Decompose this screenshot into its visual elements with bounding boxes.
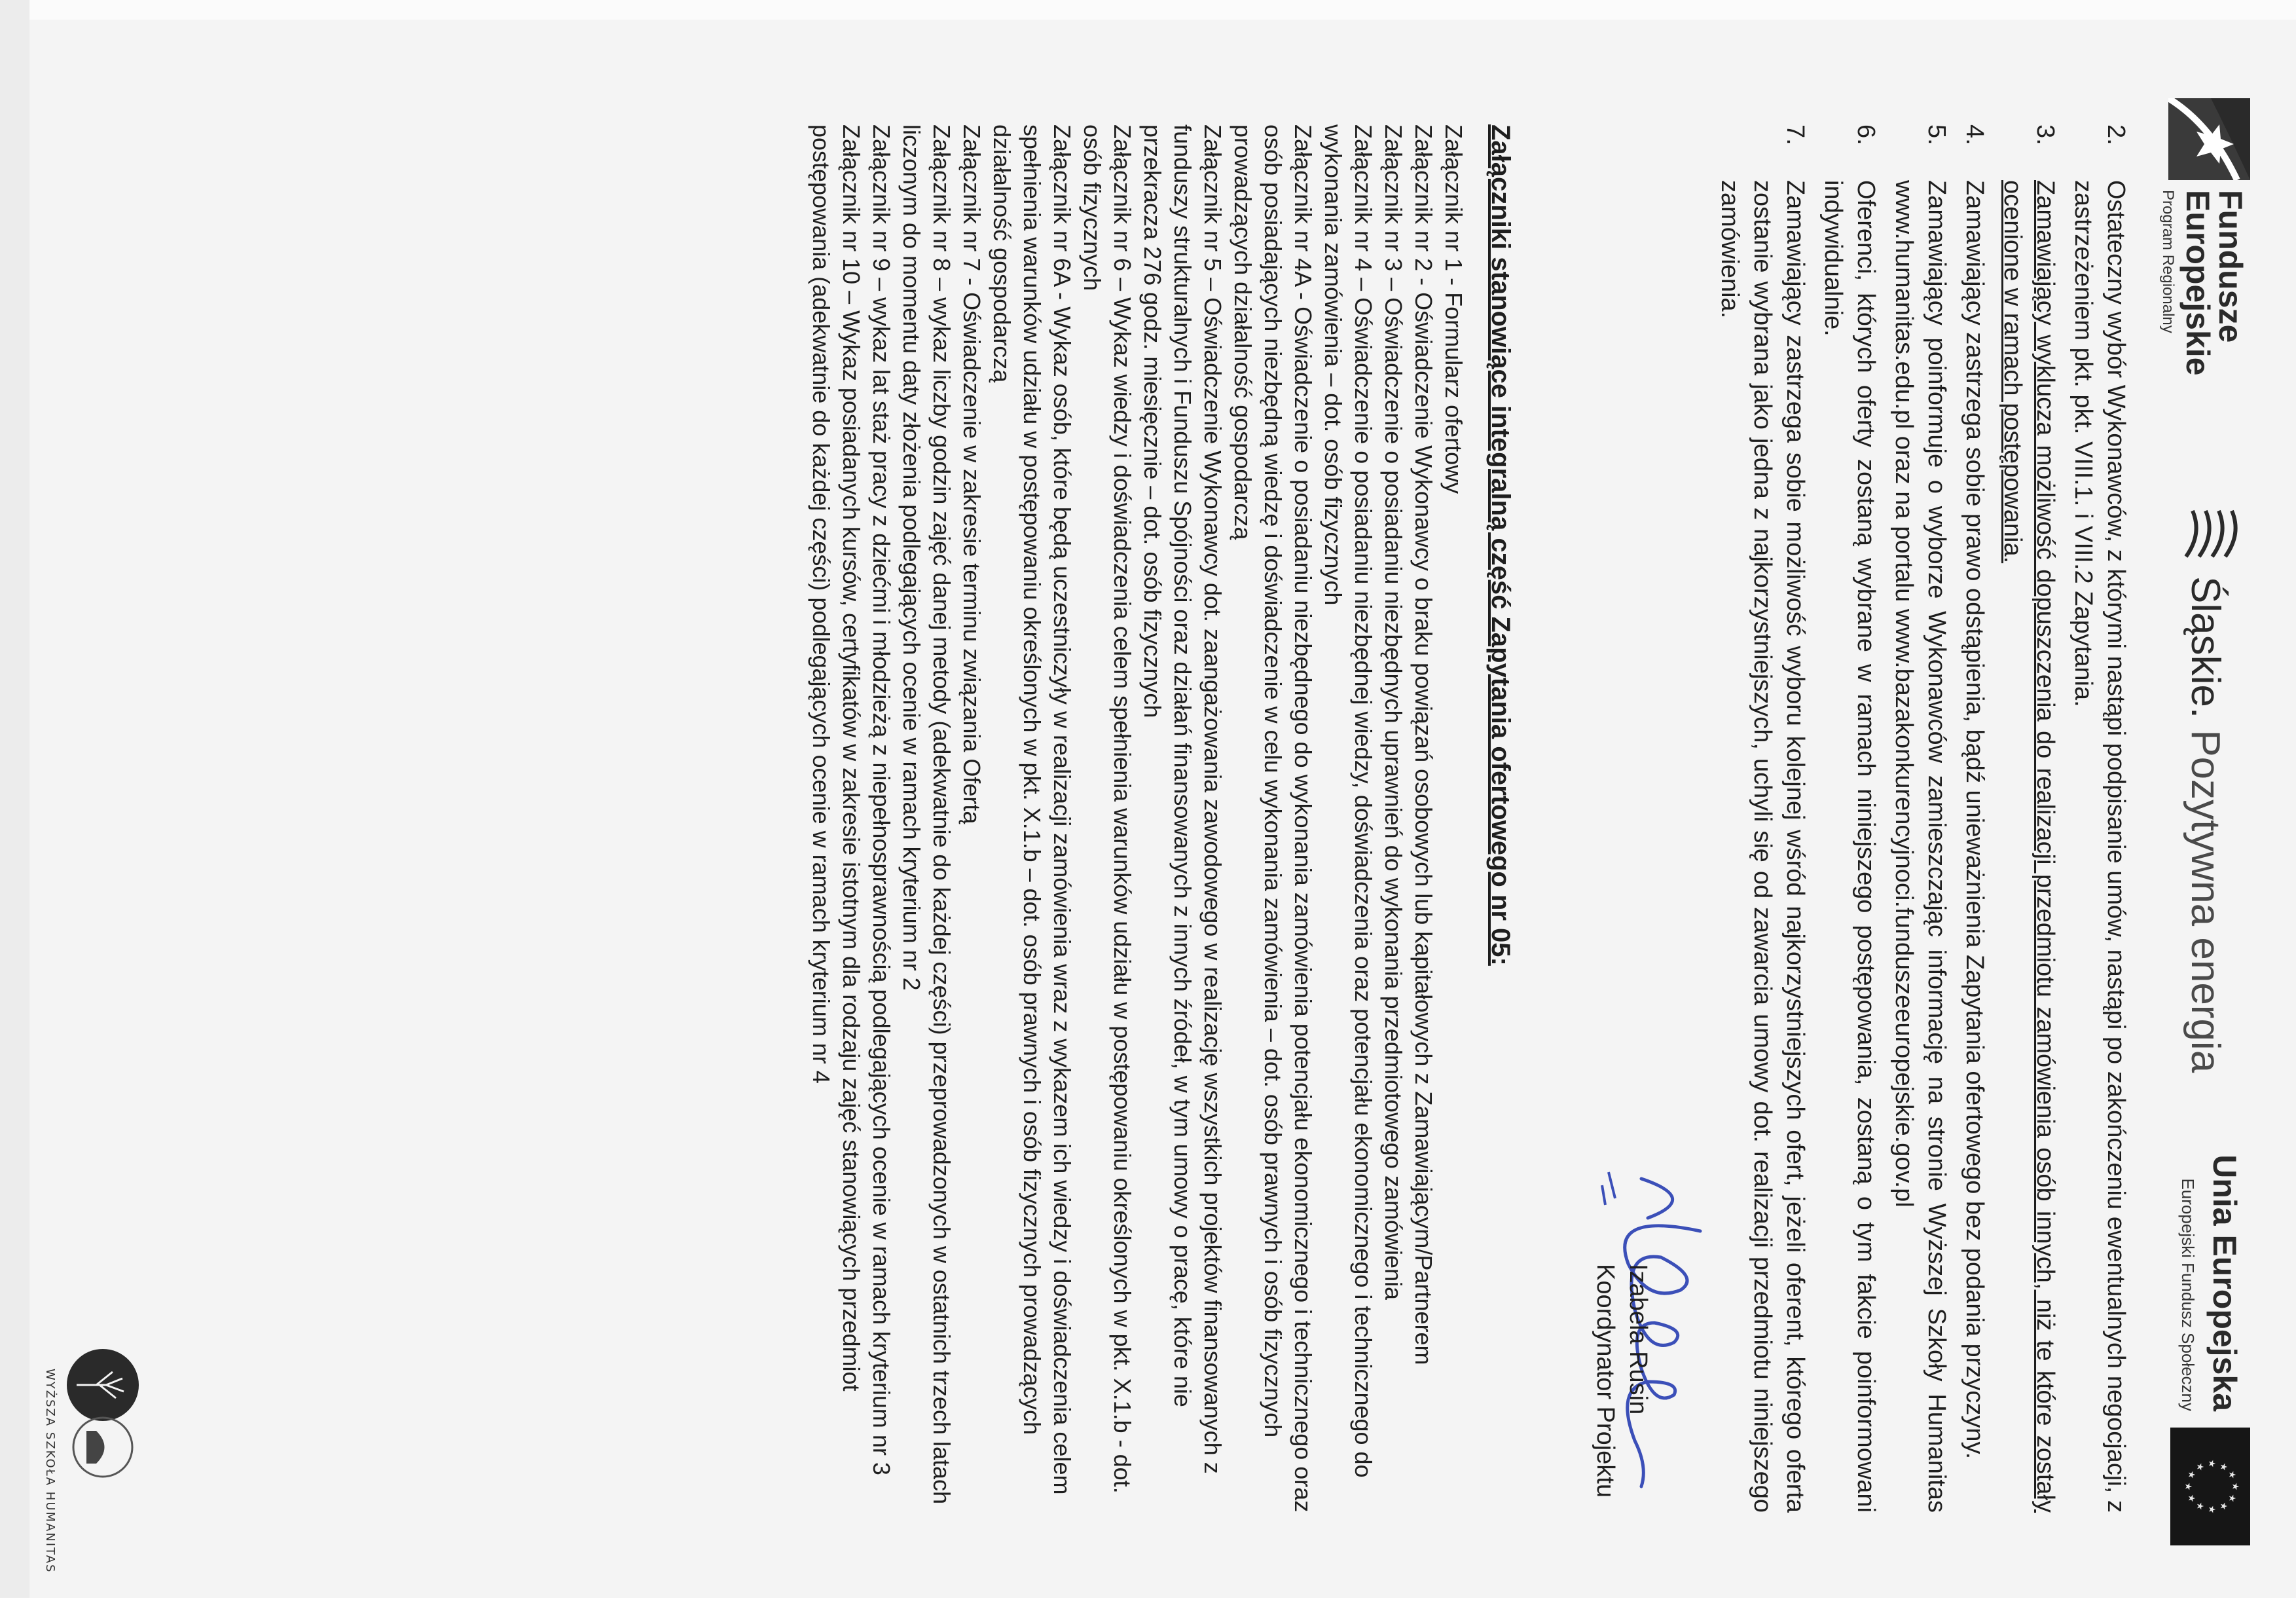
attachment-line: Załącznik nr 6A - Wykaz osób, które będą uczestniczyły w realizacji zamówienia wraz z wykazem ich wiedzy i doświadczenia celem spełnienia warunków udziału w postępowaniu określonych w pkt. X.1.b – dot. osób prawnych i osób fizycznych prowadzących działalność gospodarczą: [989, 124, 1076, 1495]
attachment-line: Załącznik nr 6 – Wykaz wiedzy i doświadczenia celem spełnienia warunków udziału w postępowaniu określonych w pkt. X.1.b - dot. osób fizycznych: [1079, 124, 1136, 1494]
eu-flag-icon: [2170, 1428, 2250, 1545]
seal-caption: WYŻSZA SZKOŁA HUMANITAS: [43, 1369, 57, 1574]
svg-text:★: ★: [2218, 1462, 2229, 1471]
svg-text:★: ★: [2183, 1482, 2193, 1491]
item-number: 7.: [1781, 124, 1809, 145]
attachment-line: Załącznik nr 4 – Oświadczenie o posiadaniu niezbędnej wiedzy, doświadczenia oraz potencjału ekonomicznego i technicznego do wykonania zamówienia – dot. osób fizycznych: [1320, 124, 1377, 1478]
fundusze-europejskie-logo: [2145, 98, 2250, 376]
svg-text:★: ★: [2218, 1502, 2229, 1511]
fe-title-2: Europejskie: [2179, 190, 2216, 376]
unia-europejska-logo: [2126, 1139, 2250, 1545]
list-item: [1996, 124, 2062, 1513]
signatory-role: Koordynator Projektu: [1592, 1264, 1619, 1498]
item-text: Zamawiający zastrzega sobie możliwość wyboru kolejnej wśród najkorzystniejszych ofert, jeżeli oferent, którego oferta zostanie wybrana jako jedna z najkorzystniejszych, uchyli się od zawarcia umowy dot. realizacji przedmiotu niniejszego zamówienia.: [1716, 180, 1809, 1513]
svg-text:★: ★: [2195, 1502, 2205, 1511]
svg-text:★: ★: [2206, 1459, 2217, 1468]
item-text: Zamawiający poinformuje o wyborze Wykonawców zamieszczając informację na stronie Wyższej Szkoły Humanitas www.humanitas.edu.pl oraz na portalu www.bazakonkurencyjnoci.funduszeeuropejskie.gov.pl: [1890, 180, 1950, 1513]
list-item: [1817, 124, 1882, 1513]
slaskie-waves-icon: [2173, 504, 2245, 563]
item-number: 5.: [1923, 124, 1950, 145]
attachment-line: Załącznik nr 7 - Oświadczenie w zakresie terminu związania Ofertą: [958, 124, 985, 824]
slaskie-tagline: Pozytywna energia: [2183, 729, 2228, 1073]
svg-text:★: ★: [2230, 1482, 2240, 1491]
fe-subtitle: Program Regionalny: [2159, 190, 2177, 333]
attachment-line: Załącznik nr 8 – wykaz liczby godzin zajęć danej metody (adekwatnie do każdej części) przeprowadzonych w ostatnich trzech latach liczonym do momentu daty złożenia podlegających ocenie w ramach kryterium nr 2: [898, 124, 955, 1505]
attachment-line: Załącznik nr 1 - Formularz ofertowy: [1440, 124, 1467, 494]
list-item: [2067, 124, 2132, 1513]
svg-text:★: ★: [2186, 1494, 2196, 1503]
svg-text:★: ★: [2227, 1494, 2237, 1503]
svg-text:★: ★: [2206, 1505, 2217, 1514]
item-number: 2.: [2102, 124, 2130, 145]
ue-title: Unia Europejska: [2206, 1154, 2243, 1411]
fe-title-1: Fundusze: [2212, 190, 2249, 343]
slaskie-logo: [2166, 504, 2245, 1094]
ue-subtitle: Europejski Fundusz Społeczny: [2178, 1178, 2198, 1411]
item-text: Oferenci, których oferty zostaną wybrane w ramach niniejszego postępowania, zostaną o tym fakcie poinformowani indywidualnie.: [1819, 180, 1880, 1513]
attachment-line: Załącznik nr 10 – Wykaz posiadanych kursów, certyfikatów w zakresie istotnym dla rodzaju zajęć stanowiących przedmiot postępowania (adekwatnie do każdej części) podlegających ocenie w ramach kryterium nr 4: [808, 124, 865, 1392]
signature-block: [1517, 124, 1713, 1513]
university-seal-icon: [57, 1349, 149, 1480]
page-header: [2113, 0, 2257, 1624]
list-item: [1958, 124, 1991, 1513]
attachment-line: Załącznik nr 3 – Oświadczenie o posiadaniu niezbędnych uprawnień do wykonania przedmiotowego zamówienia: [1380, 124, 1407, 1301]
item-text: Zamawiający wyklucza możliwość dopuszczenia do realizacji przedmiotu zamówienia osób innych, niż te które zostały ocenione w ramach postępowania.: [1999, 180, 2059, 1513]
attachment-line: Załącznik nr 2 - Oświadczenie Wykonawcy o braku powiązań osobowych lub kapitałowych z Zamawiającym/Partnerem: [1410, 124, 1437, 1365]
item-number: 4.: [1961, 124, 1988, 145]
svg-text:★: ★: [2186, 1470, 2196, 1479]
item-text: Ostateczny wybór Wykonawców, z którymi nastąpi podpisanie umów, nastąpi po zakończeniu ewentualnych negocjacji, z zastrzeżeniem pkt. pkt. VIII.1. i VIII.2 Zapytania.: [2069, 180, 2130, 1513]
item-number: 6.: [1852, 124, 1880, 145]
signatory-name: Izabela Rusin: [1624, 1264, 1652, 1415]
attachment-line: Załącznik nr 9 – wykaz lat staż pracy z dziećmi i młodzieżą z niepełnosprawnością podlegających ocenie w ramach kryterium nr 3: [868, 124, 895, 1475]
list-item: [1887, 124, 1953, 1513]
svg-text:★: ★: [2227, 1470, 2237, 1479]
attachment-line: Załącznik nr 4A - Oświadczenie o posiadaniu niezbędnego do wykonania zamówienia potencjału ekonomicznego i technicznego oraz osób posiadających niezbędną wiedzę i doświadczenie w celu wykonania zamówienia – dot. osób prawnych i osób fizycznych prowadzących działalność gospodarczą: [1230, 124, 1317, 1513]
attachments-heading: Załączniki stanowiące integralną część Zapytania ofertowego nr 05:: [1486, 124, 1515, 966]
slaskie-slogan: [2182, 576, 2229, 1073]
svg-text:★: ★: [2195, 1462, 2205, 1471]
slaskie-name: Śląskie.: [2183, 576, 2228, 719]
fe-star-icon: [2168, 98, 2250, 180]
item-text: Zamawiający zastrzega sobie prawo odstąpienia, bądź unieważnienia Zapytania ofertowego bez podania przyczyny.: [1961, 180, 1988, 1460]
document-body: [806, 124, 2132, 1513]
attachment-line: Załącznik nr 5 – Oświadczenie Wykonawcy dot. zaangażowania zawodowego w realizację wszystkich projektów finansowanych z funduszy strukturalnych i Funduszu Spójności oraz działań finansowanych z innych źródeł, w tym umowy o pracę, które nie przekracza 276 godz. miesięcznie – dot. osób fizycznych: [1139, 124, 1226, 1474]
item-number: 3.: [2032, 124, 2059, 145]
